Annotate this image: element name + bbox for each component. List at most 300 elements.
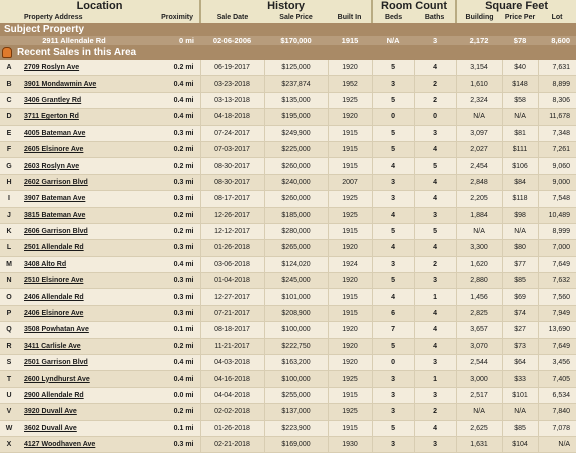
row-letter: X bbox=[0, 436, 18, 452]
row-proximity: 0.2 mi bbox=[130, 60, 200, 76]
row-lot: 7,261 bbox=[538, 141, 576, 157]
row-address-link[interactable]: 2605 Elsinore Ave bbox=[24, 146, 84, 154]
row-baths: 3 bbox=[414, 125, 456, 141]
row-letter: J bbox=[0, 207, 18, 223]
row-letter: N bbox=[0, 273, 18, 289]
row-building: 2,027 bbox=[456, 141, 502, 157]
row-proximity: 0.3 mi bbox=[130, 289, 200, 305]
row-built-in: 1920 bbox=[328, 240, 372, 256]
row-address-link[interactable]: 2501 Allendale Rd bbox=[24, 244, 84, 252]
row-address-cell bbox=[18, 240, 130, 256]
row-price-per: $33 bbox=[502, 371, 538, 387]
row-address-link[interactable]: 2406 Elsinore Ave bbox=[24, 310, 84, 318]
row-baths: 3 bbox=[414, 207, 456, 223]
sale-row bbox=[0, 158, 576, 174]
subject-baths: 3 bbox=[414, 36, 456, 45]
row-lot: 7,078 bbox=[538, 420, 576, 436]
row-price-per: $27 bbox=[502, 322, 538, 338]
row-proximity: 0.0 mi bbox=[130, 387, 200, 403]
row-sale-price: $245,000 bbox=[264, 273, 328, 289]
row-sale-date: 12-12-2017 bbox=[200, 223, 264, 239]
row-building: 3,000 bbox=[456, 371, 502, 387]
sale-row bbox=[0, 322, 576, 338]
row-building: 1,620 bbox=[456, 256, 502, 272]
subject-section-bar bbox=[0, 23, 576, 36]
row-lot: 8,899 bbox=[538, 76, 576, 92]
sale-row bbox=[0, 223, 576, 239]
row-built-in: 1925 bbox=[328, 191, 372, 207]
row-letter: S bbox=[0, 355, 18, 371]
subject-proximity: 0 mi bbox=[130, 36, 200, 45]
row-address-link[interactable]: 3406 Grantley Rd bbox=[24, 96, 82, 104]
row-sale-date: 04-16-2018 bbox=[200, 371, 264, 387]
row-beds: 3 bbox=[372, 387, 414, 403]
row-beds: 3 bbox=[372, 436, 414, 452]
row-address-link[interactable]: 2406 Allendale Rd bbox=[24, 293, 84, 301]
row-baths: 4 bbox=[414, 240, 456, 256]
row-baths: 2 bbox=[414, 76, 456, 92]
row-sale-date: 07-21-2017 bbox=[200, 305, 264, 321]
row-proximity: 0.2 mi bbox=[130, 404, 200, 420]
sale-row bbox=[0, 289, 576, 305]
row-sale-price: $240,000 bbox=[264, 174, 328, 190]
row-address-link[interactable]: 2602 Garrison Blvd bbox=[24, 178, 88, 186]
row-baths: 1 bbox=[414, 289, 456, 305]
row-baths: 3 bbox=[414, 387, 456, 403]
col-sale-price: Sale Price bbox=[264, 13, 328, 23]
row-built-in: 1915 bbox=[328, 289, 372, 305]
recent-sales-title: Recent Sales in this Area bbox=[17, 47, 137, 58]
col-built-in: Built In bbox=[328, 13, 372, 23]
row-letter: R bbox=[0, 338, 18, 354]
row-address-link[interactable]: 3901 Mondawmin Ave bbox=[24, 80, 97, 88]
row-lot: 7,632 bbox=[538, 273, 576, 289]
subject-price-per: $78 bbox=[502, 36, 538, 45]
row-proximity: 0.2 mi bbox=[130, 141, 200, 157]
row-address-link[interactable]: 3602 Duvall Ave bbox=[24, 424, 77, 432]
row-sale-date: 06-19-2017 bbox=[200, 60, 264, 76]
row-lot: 8,306 bbox=[538, 92, 576, 108]
row-baths: 3 bbox=[414, 273, 456, 289]
sale-row bbox=[0, 240, 576, 256]
row-building: N/A bbox=[456, 404, 502, 420]
row-built-in: 1915 bbox=[328, 141, 372, 157]
sale-row bbox=[0, 191, 576, 207]
subject-built-in: 1915 bbox=[328, 36, 372, 45]
row-address-link[interactable]: 2510 Elsinore Ave bbox=[24, 277, 84, 285]
row-beds: 3 bbox=[372, 256, 414, 272]
subject-row bbox=[0, 36, 576, 45]
subject-address: 2911 Allendale Rd bbox=[18, 36, 130, 45]
row-building: 2,825 bbox=[456, 305, 502, 321]
row-sale-price: $208,900 bbox=[264, 305, 328, 321]
row-building: 2,324 bbox=[456, 92, 502, 108]
row-sale-date: 02-02-2018 bbox=[200, 404, 264, 420]
row-address-cell bbox=[18, 207, 130, 223]
row-address-link[interactable]: 3920 Duvall Ave bbox=[24, 408, 77, 416]
row-sale-price: $260,000 bbox=[264, 158, 328, 174]
row-sale-date: 03-23-2018 bbox=[200, 76, 264, 92]
row-beds: 3 bbox=[372, 371, 414, 387]
row-baths: 2 bbox=[414, 404, 456, 420]
recent-sales-bar bbox=[0, 45, 576, 60]
row-proximity: 0.1 mi bbox=[130, 322, 200, 338]
row-beds: 4 bbox=[372, 240, 414, 256]
row-lot: 10,489 bbox=[538, 207, 576, 223]
col-building: Building bbox=[456, 13, 502, 23]
row-sale-date: 04-18-2018 bbox=[200, 109, 264, 125]
row-price-per: N/A bbox=[502, 404, 538, 420]
row-letter: M bbox=[0, 256, 18, 272]
row-beds: 4 bbox=[372, 289, 414, 305]
row-built-in: 1920 bbox=[328, 273, 372, 289]
row-price-per: $148 bbox=[502, 76, 538, 92]
row-sale-price: $255,000 bbox=[264, 387, 328, 403]
row-price-per: $84 bbox=[502, 174, 538, 190]
row-proximity: 0.3 mi bbox=[130, 305, 200, 321]
row-proximity: 0.2 mi bbox=[130, 207, 200, 223]
sales-rows bbox=[0, 60, 576, 453]
header-group-row bbox=[0, 0, 576, 13]
row-sale-price: $185,000 bbox=[264, 207, 328, 223]
row-beds: 7 bbox=[372, 322, 414, 338]
row-sale-date: 12-27-2017 bbox=[200, 289, 264, 305]
row-beds: 5 bbox=[372, 273, 414, 289]
row-lot: 7,000 bbox=[538, 240, 576, 256]
row-price-per: $101 bbox=[502, 387, 538, 403]
row-baths: 4 bbox=[414, 174, 456, 190]
row-beds: 3 bbox=[372, 191, 414, 207]
sale-row bbox=[0, 420, 576, 436]
sale-row bbox=[0, 76, 576, 92]
row-built-in: 1920 bbox=[328, 109, 372, 125]
sale-row bbox=[0, 207, 576, 223]
row-price-per: N/A bbox=[502, 223, 538, 239]
row-built-in: 1915 bbox=[328, 158, 372, 174]
row-building: 3,657 bbox=[456, 322, 502, 338]
row-built-in: 2007 bbox=[328, 174, 372, 190]
row-sale-price: $169,000 bbox=[264, 436, 328, 452]
row-sale-date: 03-13-2018 bbox=[200, 92, 264, 108]
row-letter: P bbox=[0, 305, 18, 321]
row-lot: 7,949 bbox=[538, 305, 576, 321]
row-baths: 2 bbox=[414, 256, 456, 272]
row-beds: 3 bbox=[372, 174, 414, 190]
row-sale-date: 08-18-2017 bbox=[200, 322, 264, 338]
row-proximity: 0.2 mi bbox=[130, 223, 200, 239]
row-sale-price: $237,874 bbox=[264, 76, 328, 92]
row-baths: 2 bbox=[414, 92, 456, 108]
row-sale-date: 11-21-2017 bbox=[200, 338, 264, 354]
row-proximity: 0.2 mi bbox=[130, 338, 200, 354]
row-built-in: 1915 bbox=[328, 125, 372, 141]
row-letter: B bbox=[0, 76, 18, 92]
row-lot: 7,560 bbox=[538, 289, 576, 305]
row-price-per: $69 bbox=[502, 289, 538, 305]
row-proximity: 0.4 mi bbox=[130, 76, 200, 92]
row-price-per: $64 bbox=[502, 355, 538, 371]
room-count-header: Room Count bbox=[372, 0, 456, 13]
row-address-link[interactable]: 3508 Powhatan Ave bbox=[24, 326, 89, 334]
row-address-cell bbox=[18, 60, 130, 76]
row-address-link[interactable]: 2606 Garrison Blvd bbox=[24, 228, 88, 236]
row-address-cell bbox=[18, 125, 130, 141]
sale-row bbox=[0, 371, 576, 387]
row-address-cell bbox=[18, 305, 130, 321]
square-feet-header: Square Feet bbox=[456, 0, 576, 13]
row-sale-date: 02-21-2018 bbox=[200, 436, 264, 452]
row-sale-date: 08-17-2017 bbox=[200, 191, 264, 207]
row-address-link[interactable]: 2603 Roslyn Ave bbox=[24, 162, 80, 170]
row-beds: 5 bbox=[372, 92, 414, 108]
row-baths: 5 bbox=[414, 158, 456, 174]
sale-row bbox=[0, 273, 576, 289]
row-baths: 4 bbox=[414, 305, 456, 321]
row-price-per: $81 bbox=[502, 125, 538, 141]
row-price-per: $118 bbox=[502, 191, 538, 207]
row-proximity: 0.3 mi bbox=[130, 436, 200, 452]
row-building: 3,154 bbox=[456, 60, 502, 76]
sale-row bbox=[0, 305, 576, 321]
row-address-link[interactable]: 4127 Woodhaven Ave bbox=[24, 441, 96, 449]
row-address-link[interactable]: 3907 Bateman Ave bbox=[24, 195, 86, 203]
row-built-in: 1920 bbox=[328, 338, 372, 354]
row-proximity: 0.4 mi bbox=[130, 109, 200, 125]
subject-beds: N/A bbox=[372, 36, 414, 45]
row-baths: 4 bbox=[414, 191, 456, 207]
row-address-cell bbox=[18, 174, 130, 190]
row-building: 2,205 bbox=[456, 191, 502, 207]
row-sale-price: $101,000 bbox=[264, 289, 328, 305]
row-sale-price: $124,020 bbox=[264, 256, 328, 272]
row-lot: 7,649 bbox=[538, 338, 576, 354]
subject-title: Subject Property bbox=[0, 23, 576, 36]
recent-sales-title-cell bbox=[0, 45, 576, 60]
row-sale-date: 07-24-2017 bbox=[200, 125, 264, 141]
row-address-cell bbox=[18, 289, 130, 305]
col-lot: Lot bbox=[538, 13, 576, 23]
row-built-in: 1915 bbox=[328, 223, 372, 239]
row-letter: I bbox=[0, 191, 18, 207]
row-lot: 6,534 bbox=[538, 387, 576, 403]
row-sale-price: $163,200 bbox=[264, 355, 328, 371]
row-beds: 5 bbox=[372, 420, 414, 436]
row-address-link[interactable]: 4005 Bateman Ave bbox=[24, 129, 86, 137]
subject-sale-date: 02-06-2006 bbox=[200, 36, 264, 45]
row-sale-price: $260,000 bbox=[264, 191, 328, 207]
row-price-per: N/A bbox=[502, 109, 538, 125]
row-price-per: $77 bbox=[502, 256, 538, 272]
sale-row bbox=[0, 141, 576, 157]
row-address-link[interactable]: 2709 Roslyn Ave bbox=[24, 64, 80, 72]
row-proximity: 0.4 mi bbox=[130, 371, 200, 387]
row-proximity: 0.4 mi bbox=[130, 92, 200, 108]
row-address-cell bbox=[18, 371, 130, 387]
sale-row bbox=[0, 387, 576, 403]
row-price-per: $106 bbox=[502, 158, 538, 174]
row-address-cell bbox=[18, 109, 130, 125]
row-sale-date: 03-06-2018 bbox=[200, 256, 264, 272]
row-building: 3,070 bbox=[456, 338, 502, 354]
row-letter: E bbox=[0, 125, 18, 141]
row-address-cell bbox=[18, 404, 130, 420]
row-built-in: 1925 bbox=[328, 371, 372, 387]
row-letter: V bbox=[0, 404, 18, 420]
row-sale-date: 04-03-2018 bbox=[200, 355, 264, 371]
row-proximity: 0.4 mi bbox=[130, 355, 200, 371]
subject-building: 2,172 bbox=[456, 36, 502, 45]
row-building: 2,848 bbox=[456, 174, 502, 190]
sale-row bbox=[0, 125, 576, 141]
row-beds: 6 bbox=[372, 305, 414, 321]
row-built-in: 1915 bbox=[328, 420, 372, 436]
row-sale-date: 12-26-2017 bbox=[200, 207, 264, 223]
row-built-in: 1952 bbox=[328, 76, 372, 92]
col-beds: Beds bbox=[372, 13, 414, 23]
row-price-per: $80 bbox=[502, 240, 538, 256]
row-baths: 4 bbox=[414, 420, 456, 436]
row-building: 3,097 bbox=[456, 125, 502, 141]
row-proximity: 0.3 mi bbox=[130, 191, 200, 207]
row-sale-date: 08-30-2017 bbox=[200, 174, 264, 190]
row-letter: G bbox=[0, 158, 18, 174]
row-lot: 7,348 bbox=[538, 125, 576, 141]
location-header: Location bbox=[0, 0, 200, 13]
row-address-cell bbox=[18, 338, 130, 354]
row-sale-date: 07-03-2017 bbox=[200, 141, 264, 157]
row-sale-price: $100,000 bbox=[264, 322, 328, 338]
row-price-per: $85 bbox=[502, 273, 538, 289]
row-beds: 5 bbox=[372, 338, 414, 354]
row-built-in: 1925 bbox=[328, 207, 372, 223]
row-address-cell bbox=[18, 256, 130, 272]
row-proximity: 0.4 mi bbox=[130, 256, 200, 272]
row-lot: 7,631 bbox=[538, 60, 576, 76]
row-building: 1,884 bbox=[456, 207, 502, 223]
row-lot: 7,548 bbox=[538, 191, 576, 207]
row-letter: O bbox=[0, 289, 18, 305]
row-letter: D bbox=[0, 109, 18, 125]
row-baths: 4 bbox=[414, 60, 456, 76]
row-sale-price: $223,900 bbox=[264, 420, 328, 436]
row-built-in: 1915 bbox=[328, 305, 372, 321]
row-proximity: 0.3 mi bbox=[130, 240, 200, 256]
row-sale-price: $195,000 bbox=[264, 109, 328, 125]
row-address-link[interactable]: 2501 Garrison Blvd bbox=[24, 359, 88, 367]
row-sale-price: $135,000 bbox=[264, 92, 328, 108]
row-letter: K bbox=[0, 223, 18, 239]
subject-sale-price: $170,000 bbox=[264, 36, 328, 45]
row-lot: 8,999 bbox=[538, 223, 576, 239]
row-sale-price: $137,000 bbox=[264, 404, 328, 420]
sale-row bbox=[0, 338, 576, 354]
sale-row bbox=[0, 174, 576, 190]
row-address-cell bbox=[18, 92, 130, 108]
row-address-link[interactable]: 3408 Alto Rd bbox=[24, 260, 67, 268]
row-letter: W bbox=[0, 420, 18, 436]
sale-row bbox=[0, 256, 576, 272]
sale-row bbox=[0, 109, 576, 125]
row-beds: 3 bbox=[372, 404, 414, 420]
row-address-link[interactable]: 3815 Bateman Ave bbox=[24, 211, 86, 219]
row-building: 2,454 bbox=[456, 158, 502, 174]
row-lot: 9,000 bbox=[538, 174, 576, 190]
row-sale-price: $100,000 bbox=[264, 371, 328, 387]
sale-row bbox=[0, 436, 576, 452]
row-sale-price: $280,000 bbox=[264, 223, 328, 239]
row-building: 3,300 bbox=[456, 240, 502, 256]
row-built-in: 1925 bbox=[328, 92, 372, 108]
row-address-link[interactable]: 2900 Allendale Rd bbox=[24, 392, 84, 399]
row-built-in: 1920 bbox=[328, 322, 372, 338]
row-lot: 7,840 bbox=[538, 404, 576, 420]
row-baths: 4 bbox=[414, 338, 456, 354]
row-sale-date: 01-26-2018 bbox=[200, 420, 264, 436]
row-address-cell bbox=[18, 355, 130, 371]
row-address-cell bbox=[18, 158, 130, 174]
row-price-per: $74 bbox=[502, 305, 538, 321]
row-lot: 7,405 bbox=[538, 371, 576, 387]
row-sale-date: 08-30-2017 bbox=[200, 158, 264, 174]
row-address-cell bbox=[18, 322, 130, 338]
row-baths: 1 bbox=[414, 371, 456, 387]
row-lot: 3,456 bbox=[538, 355, 576, 371]
row-lot: N/A bbox=[538, 436, 576, 452]
row-lot: 13,690 bbox=[538, 322, 576, 338]
house-icon bbox=[2, 47, 12, 58]
row-price-per: $58 bbox=[502, 92, 538, 108]
row-price-per: $111 bbox=[502, 141, 538, 157]
subject-lot: 8,600 bbox=[538, 36, 576, 45]
row-address-cell bbox=[18, 420, 130, 436]
row-building: 2,625 bbox=[456, 420, 502, 436]
sale-row bbox=[0, 404, 576, 420]
row-beds: 4 bbox=[372, 207, 414, 223]
row-building: 2,544 bbox=[456, 355, 502, 371]
row-building: 2,517 bbox=[456, 387, 502, 403]
row-address-link[interactable]: 3411 Carlisle Ave bbox=[24, 342, 81, 350]
row-sale-price: $249,900 bbox=[264, 125, 328, 141]
row-baths: 4 bbox=[414, 322, 456, 338]
row-price-per: $73 bbox=[502, 338, 538, 354]
row-proximity: 0.1 mi bbox=[130, 420, 200, 436]
row-proximity: 0.3 mi bbox=[130, 273, 200, 289]
row-sale-price: $225,000 bbox=[264, 141, 328, 157]
row-beds: 5 bbox=[372, 223, 414, 239]
row-baths: 3 bbox=[414, 355, 456, 371]
row-building: 2,880 bbox=[456, 273, 502, 289]
row-building: N/A bbox=[456, 109, 502, 125]
row-price-per: $98 bbox=[502, 207, 538, 223]
row-address-cell bbox=[18, 191, 130, 207]
row-address-link[interactable]: 3711 Egerton Rd bbox=[24, 113, 79, 121]
row-address-link[interactable]: 2600 Lyndhurst Ave bbox=[24, 375, 90, 383]
row-built-in: 1920 bbox=[328, 60, 372, 76]
row-beds: 0 bbox=[372, 109, 414, 125]
row-price-per: $40 bbox=[502, 60, 538, 76]
row-built-in: 1915 bbox=[328, 387, 372, 403]
row-price-per: $85 bbox=[502, 420, 538, 436]
row-sale-price: $265,000 bbox=[264, 240, 328, 256]
sale-row bbox=[0, 92, 576, 108]
col-price-per: Price Per bbox=[502, 13, 538, 23]
row-beds: 4 bbox=[372, 158, 414, 174]
row-beds: 5 bbox=[372, 60, 414, 76]
row-building: 1,631 bbox=[456, 436, 502, 452]
row-built-in: 1925 bbox=[328, 404, 372, 420]
row-letter: Q bbox=[0, 322, 18, 338]
row-beds: 5 bbox=[372, 141, 414, 157]
